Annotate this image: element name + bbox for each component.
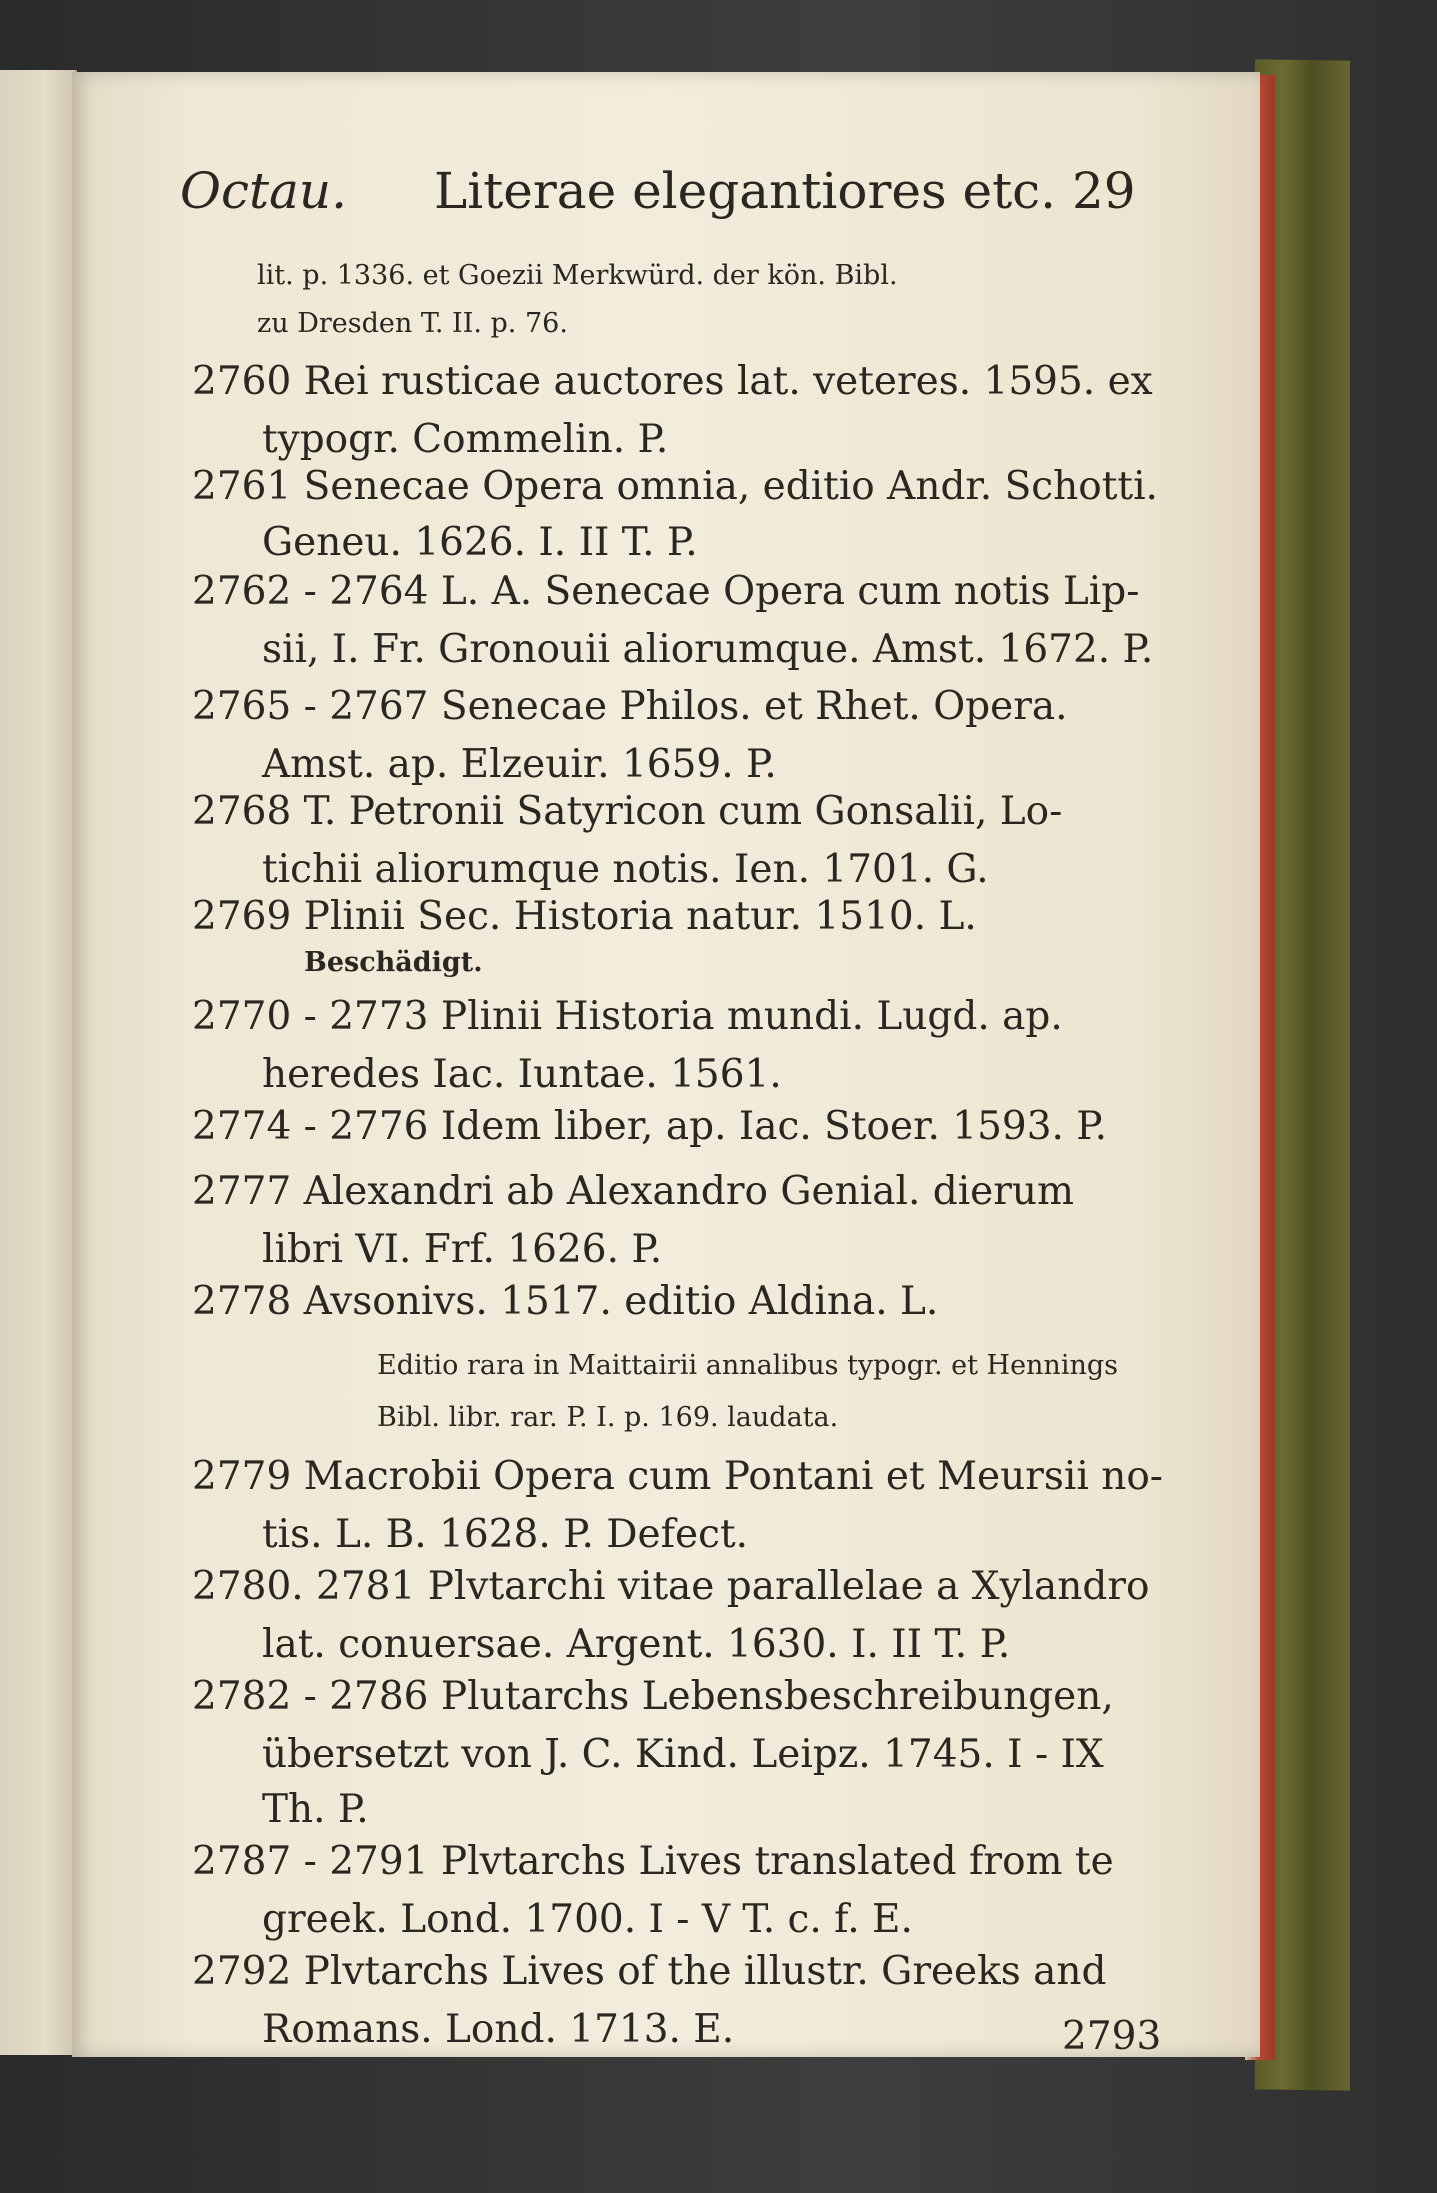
- entry-line: 2782 - 2786 Plutarchs Lebensbeschreibungen,: [192, 1674, 1114, 1719]
- note-line: Editio rara in Maittairii annalibus typogr. et Hennings: [377, 1350, 1118, 1381]
- entry-line: 2777 Alexandri ab Alexandro Genial. dierum: [192, 1169, 1074, 1214]
- entry-line: Amst. ap. Elzeuir. 1659. P.: [262, 742, 777, 787]
- header-format: Octau.: [180, 162, 347, 220]
- book-page: [72, 72, 1260, 2057]
- entry-line: typogr. Commelin. P.: [262, 417, 669, 462]
- entry-line: Romans. Lond. 1713. E.: [262, 2007, 735, 2052]
- entry-line: lat. conuersae. Argent. 1630. I. II T. P.: [262, 1622, 1011, 1667]
- entry-line: 2780. 2781 Plvtarchi vitae parallelae a Xylandro: [192, 1564, 1150, 1609]
- entry-line: 2779 Macrobii Opera cum Pontani et Meursii no-: [192, 1454, 1163, 1499]
- text-line: zu Dresden T. II. p. 76.: [257, 308, 568, 339]
- entry-line: Geneu. 1626. I. II T. P.: [262, 520, 698, 565]
- entry-line: 2774 - 2776 Idem liber, ap. Iac. Stoer. 1593. P.: [192, 1104, 1108, 1149]
- entry-line: 2762 - 2764 L. A. Senecae Opera cum notis Lip-: [192, 569, 1140, 614]
- entry-line: heredes Iac. Iuntae. 1561.: [262, 1052, 782, 1097]
- note-line: Bibl. libr. rar. P. I. p. 169. laudata.: [377, 1402, 839, 1433]
- entry-line: 2787 - 2791 Plvtarchs Lives translated from te: [192, 1839, 1114, 1884]
- catchword: 2793: [1062, 2014, 1162, 2059]
- page-number: 29: [1072, 162, 1136, 220]
- entry-line: tis. L. B. 1628. P. Defect.: [262, 1512, 749, 1557]
- entry-line: 2760 Rei rusticae auctores lat. veteres. 1595. ex: [192, 359, 1153, 404]
- entry-line: 2770 - 2773 Plinii Historia mundi. Lugd. ap.: [192, 994, 1063, 1039]
- text-line: lit. p. 1336. et Goezii Merkwürd. der kön. Bibl.: [257, 260, 898, 291]
- entry-line: 2792 Plvtarchs Lives of the illustr. Greeks and: [192, 1949, 1107, 1994]
- header-title: Literae elegantiores etc.: [434, 162, 1057, 220]
- facing-page: [0, 70, 77, 2055]
- entry-line: libri VI. Frf. 1626. P.: [262, 1227, 663, 1272]
- entry-line: 2765 - 2767 Senecae Philos. et Rhet. Opera.: [192, 684, 1068, 729]
- entry-line: übersetzt von J. C. Kind. Leipz. 1745. I - IX: [262, 1732, 1104, 1777]
- entry-line: 2761 Senecae Opera omnia, editio Andr. Schotti.: [192, 464, 1158, 509]
- entry-line: 2769 Plinii Sec. Historia natur. 1510. L.: [192, 894, 977, 939]
- entry-line: greek. Lond. 1700. I - V T. c. f. E.: [262, 1897, 913, 1942]
- entry-line: 2778 Avsonivs. 1517. editio Aldina. L.: [192, 1279, 939, 1324]
- entry-line: 2768 T. Petronii Satyricon cum Gonsalii, Lo-: [192, 789, 1063, 834]
- entry-line: Beschädigt.: [304, 947, 483, 978]
- entry-line: Th. P.: [262, 1787, 369, 1832]
- entry-line: sii, I. Fr. Gronouii aliorumque. Amst. 1672. P.: [262, 627, 1154, 672]
- entry-line: tichii aliorumque notis. Ien. 1701. G.: [262, 847, 989, 892]
